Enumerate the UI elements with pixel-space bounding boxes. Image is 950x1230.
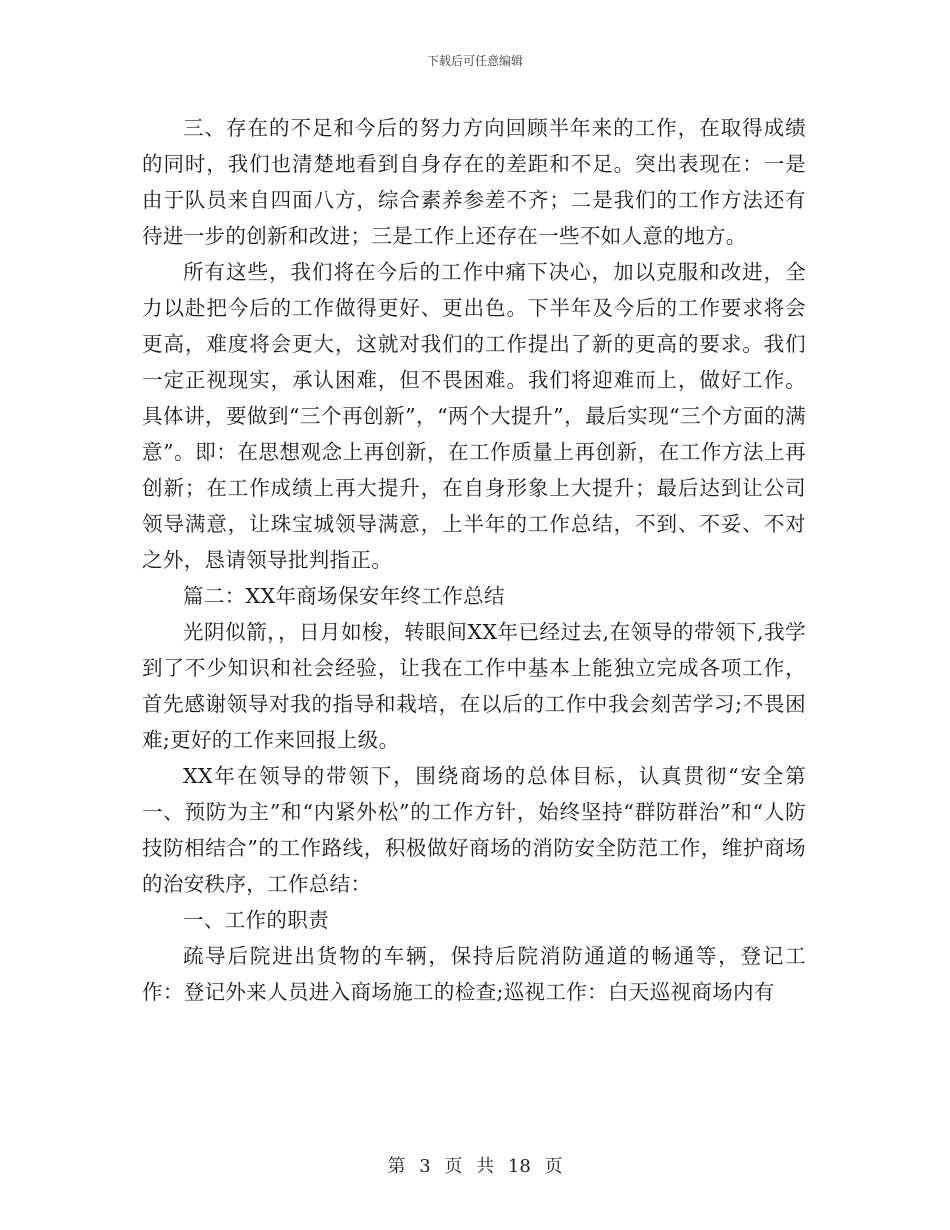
paragraph: 光阴似箭，，日月如梭，转眼间XX年已经过去,在领导的带领下,我学到了不少知识和社会经验，让我在工作中基本上能独立完成各项工作，首先感谢领导对我的指导和栽培，在以后的工作中我会刻苦学习;不畏困难;更好的工作来回报上级。	[142, 620, 806, 752]
footer-di: 第	[387, 1156, 406, 1177]
section-heading: 篇二：XX年商场保安年终工作总结	[183, 584, 505, 608]
header-note: 下载后可任意编辑	[426, 54, 523, 68]
paragraph: XX年在领导的带领下，围绕商场的总体目标，认真贯彻“安全第一、预防为主”和“内紧外松”的工作方针，始终坚持“群防群治”和“人防技防相结合”的工作路线，积极做好商场的消防安全防范工作，维护商场的治安秩序，工作总结：	[142, 764, 806, 896]
footer-total-pages: 18	[507, 1156, 531, 1177]
paragraph: 所有这些，我们将在今后的工作中痛下决心，加以克服和改进，全力以赴把今后的工作做得更好、更出色。下半年及今后的工作要求将会更高，难度将会更大，这就对我们的工作提出了新的更高的要求。我们一定正视现实，承认困难，但不畏困难。我们将迎难而上，做好工作。具体讲，要做到“三个再创新”，“两个大提升”，最后实现“三个方面的满意”。即：在思想观念上再创新，在工作质量上再创新，在工作方法上再创新；在工作成绩上再大提升，在自身形象上大提升；最后达到让公司领导满意，让珠宝城领导满意，上半年的工作总结，不到、不妥、不对之外，恳请领导批判指正。	[142, 260, 806, 572]
section-heading: 一、工作的职责	[183, 908, 329, 932]
document-body	[142, 110, 806, 1010]
footer-gong: 共	[476, 1156, 495, 1177]
footer-page-number: 3	[419, 1156, 431, 1177]
paragraph: 疏导后院进出货物的车辆，保持后院消防通道的畅通等，登记工作：登记外来人员进入商场施工的检查;巡视工作：白天巡视商场内有	[142, 944, 806, 1004]
paragraph: 三、存在的不足和今后的努力方向回顾半年来的工作，在取得成绩的同时，我们也清楚地看到自身存在的差距和不足。突出表现在：一是由于队员来自四面八方，综合素养参差不齐；二是我们的工作方法还有待进一步的创新和改进；三是工作上还存在一些不如人意的地方。	[142, 116, 806, 248]
page-footer	[0, 1152, 950, 1178]
footer-ye: 页	[444, 1156, 463, 1177]
footer-ye: 页	[544, 1156, 563, 1177]
